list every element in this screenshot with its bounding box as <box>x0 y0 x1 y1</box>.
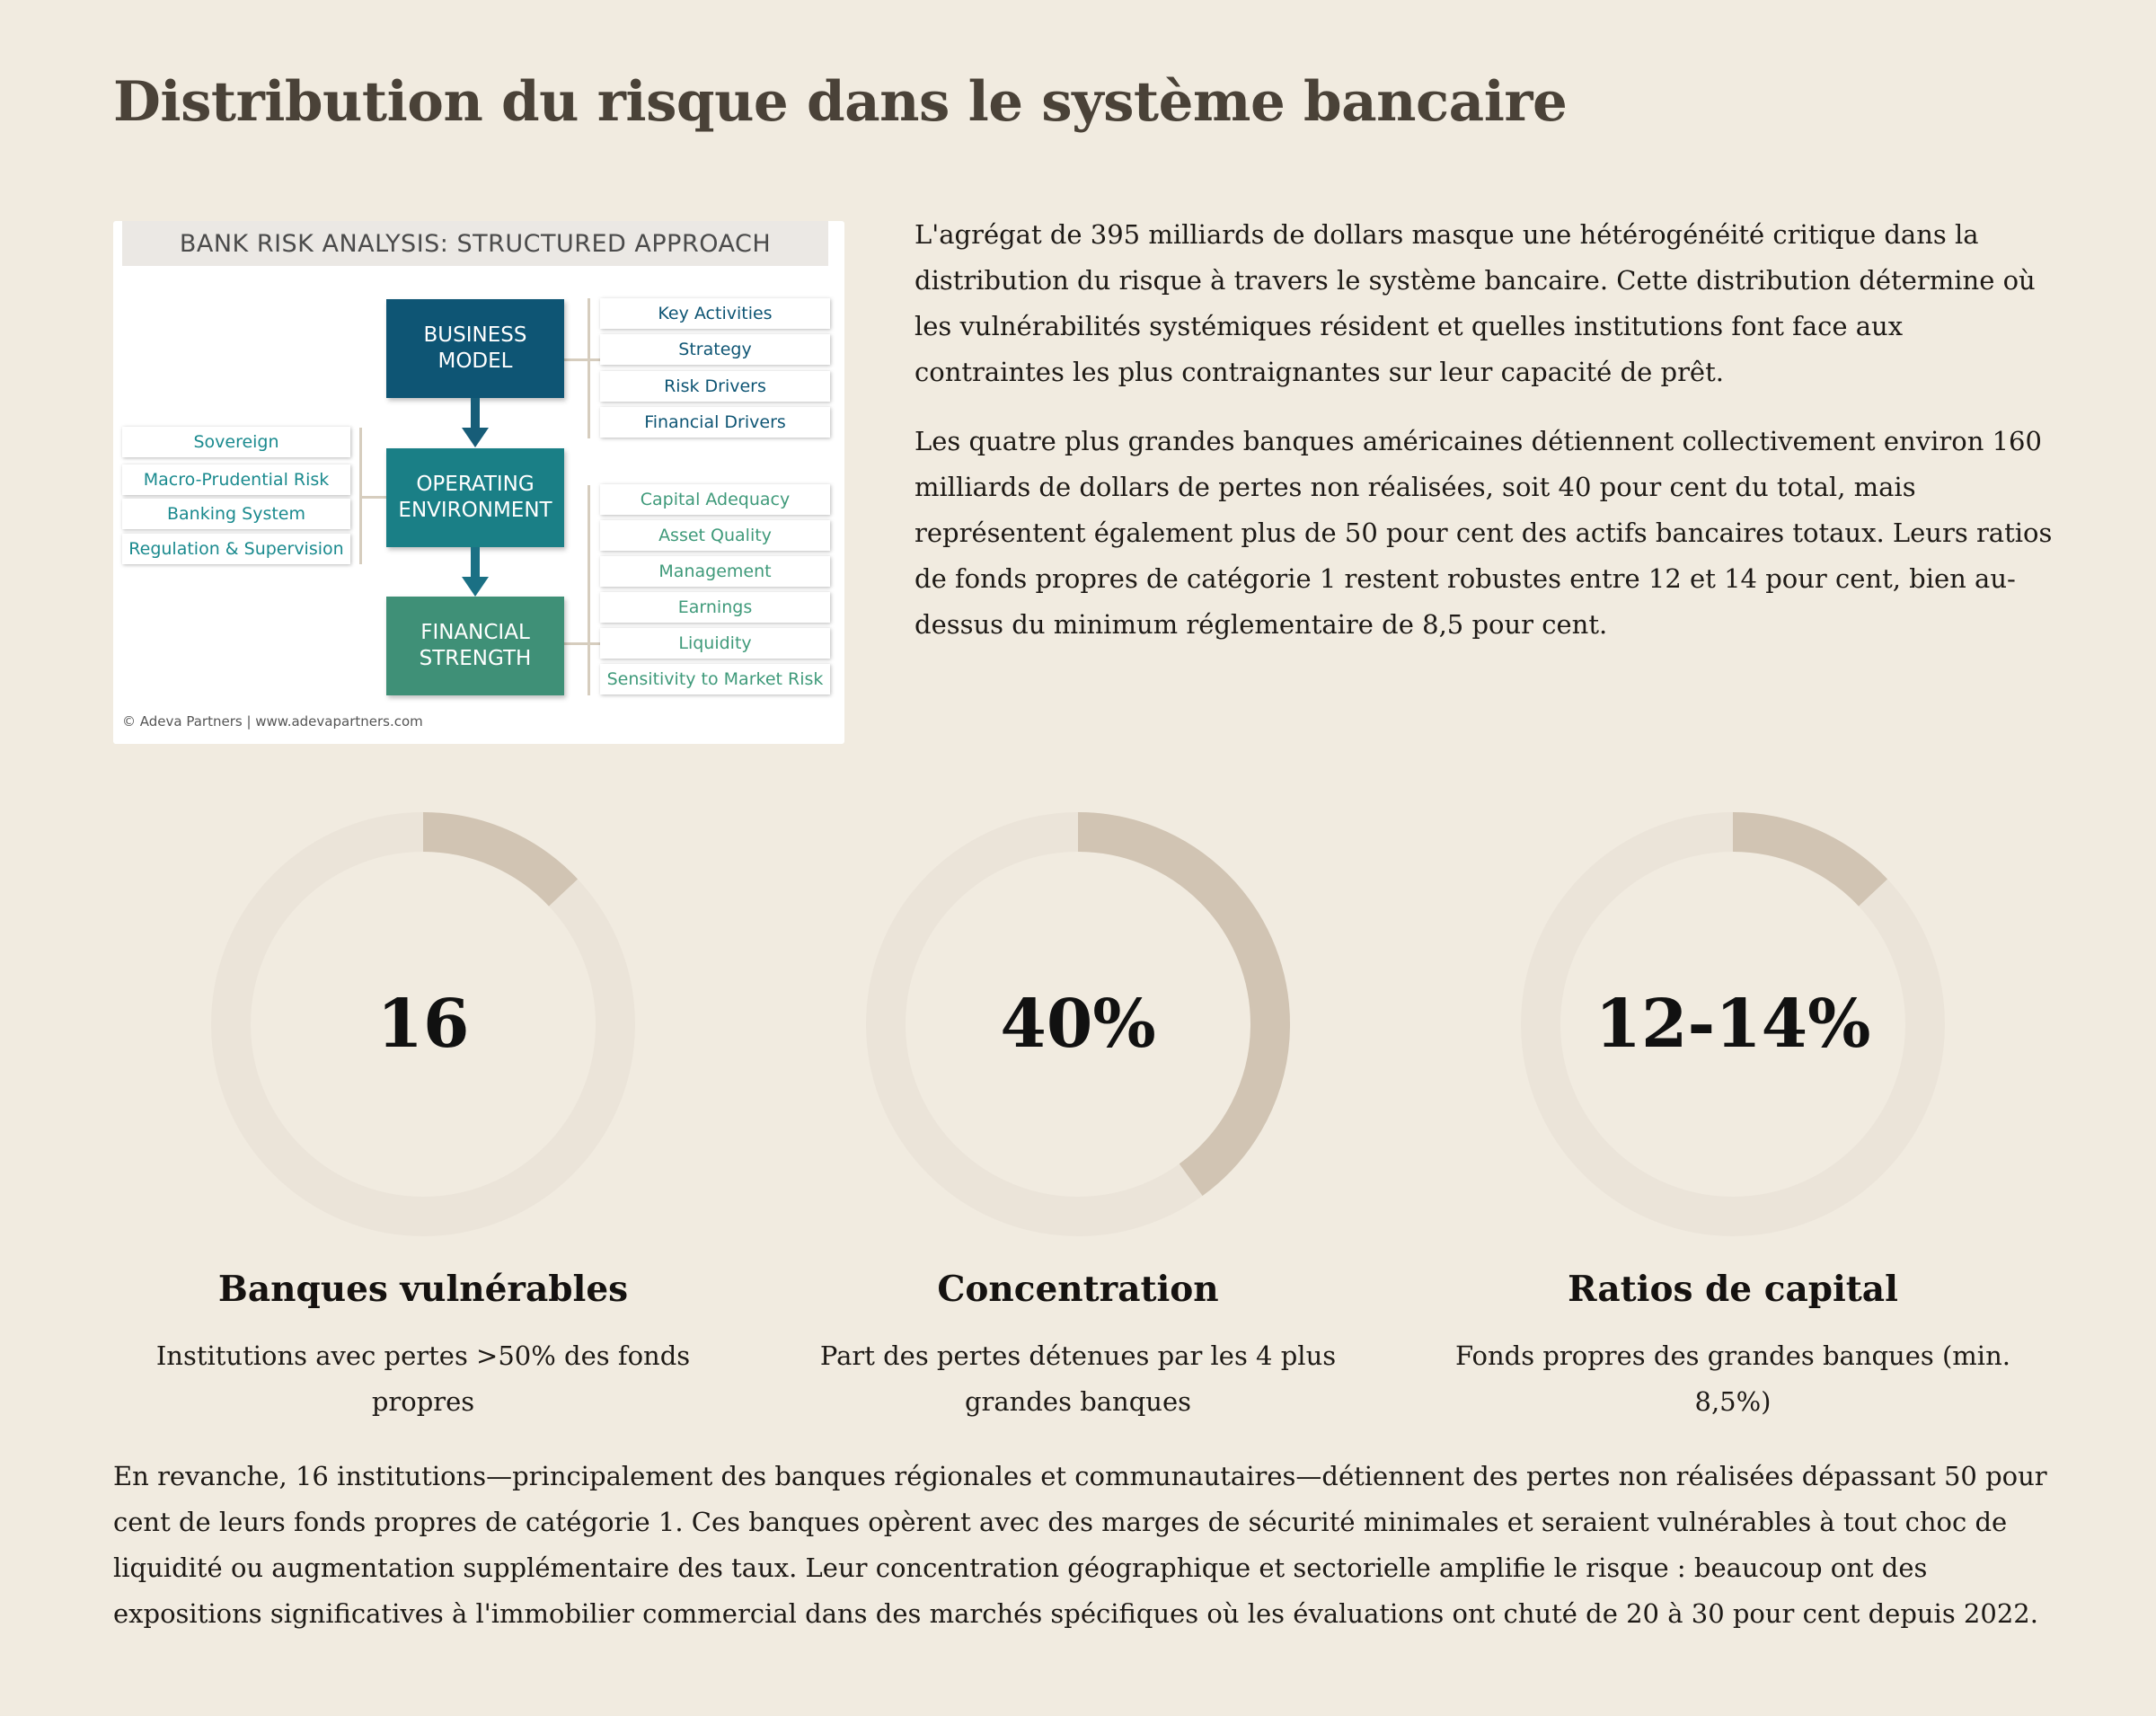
asset-quality-item: Asset Quality <box>600 520 830 551</box>
stat-value: 16 <box>376 986 470 1063</box>
stat-title: Concentration <box>937 1269 1219 1310</box>
risk-drivers-item: Risk Drivers <box>600 371 830 402</box>
stat-description: Part des pertes détenues par les 4 plus grandes banques <box>819 1340 1337 1417</box>
strength-connector <box>564 642 600 645</box>
diagram-footer: © Adeva Partners | www.adevapartners.com <box>122 713 423 730</box>
stat-description: Fonds propres des grandes banques (min. 8,5%) <box>1455 1340 2010 1417</box>
closing-paragraph: En revanche, 16 institutions—principalement des banques régionales et communautaires—détiennent des pertes non réalisées dépassant 50 pour cent de leurs fonds propres de catégorie 1. Ces banques opèrent avec des marges de sécurité minimales et seraient vulnérables à tout choc de liquidité ou augmentation supplémentaire des taux. Leur concentration géographique et sectorielle amplifie le risque : beaucoup ont des expositions significatives à l'immobilier commercial dans des marchés spécifiques où les évaluations ont chuté de 20 à 30 pour cent depuis 2022. <box>113 1461 2047 1629</box>
operating-environment-box <box>386 448 564 547</box>
stat-value: 40% <box>1000 986 1156 1063</box>
financial-drivers-item: Financial Drivers <box>600 407 830 438</box>
operating-environment-label: OPERATING ENVIRONMENT <box>398 473 552 522</box>
stat-title: Banques vulnérables <box>217 1269 629 1310</box>
business-connector <box>564 358 600 361</box>
strength-bracket <box>588 485 590 695</box>
management-item: Management <box>600 556 830 587</box>
sovereign-item: Sovereign <box>122 427 350 457</box>
business-bracket <box>588 298 590 438</box>
intro-text <box>915 212 2055 671</box>
environment-connector <box>359 496 386 499</box>
business-model-box <box>386 299 564 398</box>
business-model-label: BUSINESS MODEL <box>423 323 527 373</box>
stat-title: Ratios de capital <box>1568 1269 1898 1310</box>
stat-description: Institutions avec pertes >50% des fonds propres <box>155 1340 691 1417</box>
intro-paragraph-2: Les quatre plus grandes banques américaines détiennent collectivement environ 160 milliards de dollars de pertes non réalisées, soit 40 pour cent du total, mais représentent également plus de 50 pour cent des actifs bancaires totaux. Leurs ratios de fonds propres de catégorie 1 restent robustes entre 12 et 14 pour cent, bien au-dessus du minimum réglementaire de 8,5 pour cent. <box>915 426 2053 640</box>
financial-strength-box <box>386 597 564 695</box>
bank-risk-diagram <box>113 221 844 744</box>
intro-paragraph-1: L'agrégat de 395 milliards de dollars masque une hétérogénéité critique dans la distribution du risque à travers le système bancaire. Cette distribution détermine où les vulnérabilités systémiques résident et quelles institutions font face aux contraintes les plus contraignantes sur leur capacité de prêt. <box>915 219 2036 387</box>
arrow-down-icon <box>462 398 489 447</box>
strategy-item: Strategy <box>600 334 830 365</box>
earnings-item: Earnings <box>600 592 830 623</box>
banking-system-item: Banking System <box>122 499 350 529</box>
diagram-header: BANK RISK ANALYSIS: STRUCTURED APPROACH <box>122 221 828 266</box>
capital-adequacy-item: Capital Adequacy <box>600 484 830 515</box>
liquidity-item: Liquidity <box>600 628 830 659</box>
arrow-down-icon <box>462 547 489 597</box>
page-title: Distribution du risque dans le système bancaire <box>113 70 1568 134</box>
financial-strength-label: FINANCIAL STRENGTH <box>419 621 532 670</box>
key-activities-item: Key Activities <box>600 298 830 329</box>
regulation-item: Regulation & Supervision <box>122 534 350 564</box>
stat-value: 12-14% <box>1595 986 1871 1063</box>
sensitivity-item: Sensitivity to Market Risk <box>600 664 830 694</box>
macro-prudential-item: Macro-Prudential Risk <box>122 464 350 495</box>
